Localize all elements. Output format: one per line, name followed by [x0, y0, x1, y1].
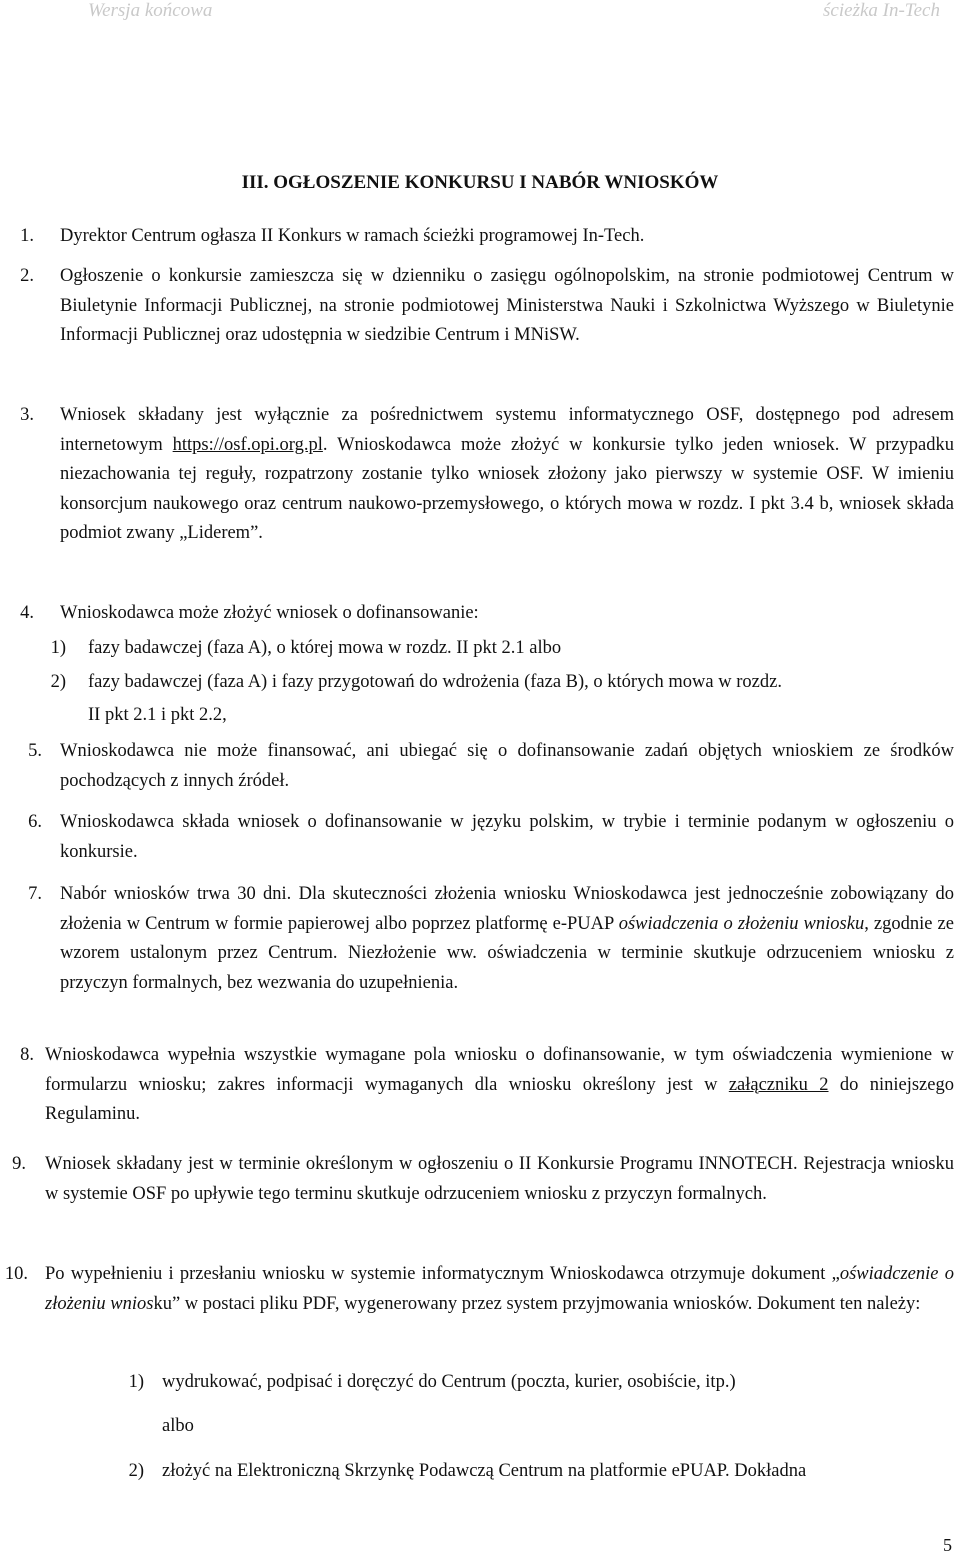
sub-list-separator: albo	[162, 1416, 194, 1436]
list-item: Ogłoszenie o konkursie zamieszcza się w dzienniku o zasięgu ogólnopolskim, na stronie podmiotowej Centrum w Biuletynie Informacji Publicznej, na stronie podmiotowej Ministerstwa Nauki i Szkolnictwa Wyższego w Biuletynie Informacji Publicznej oraz udostępnia w siedzibie Centrum i MNiSW.	[60, 266, 954, 345]
osf-link[interactable]: https://osf.opi.org.pl	[172, 434, 323, 455]
item-number: 9.	[12, 1154, 26, 1174]
sub-list-item: fazy badawczej (faza A) i fazy przygotowań do wdrożenia (faza B), o których mowa w rozdz.	[88, 672, 782, 692]
list-item: Wniosek składany jest w terminie określonym w ogłoszeniu o II Konkursie Programu INNOTECH. Rejestracja wniosku w systemie OSF po upływie tego terminu skutkuje odrzuceniem wniosku z przyczyn formalnych.	[45, 1154, 954, 1204]
list-item: Wnioskodawca składa wniosek o dofinansowanie w języku polskim, w trybie i terminie podanym w ogłoszeniu o konkursie.	[60, 812, 954, 862]
sub-list-item: fazy badawczej (faza A), o której mowa w rozdz. II pkt 2.1 albo	[88, 638, 562, 658]
page-number: 5	[943, 1535, 952, 1555]
sub-list-item: wydrukować, podpisać i doręczyć do Centrum (poczta, kurier, osobiście, itp.)	[162, 1372, 736, 1392]
item-number: 10.	[4, 1264, 28, 1284]
subitem-number: 2)	[50, 672, 66, 692]
subitem-number: 2)	[128, 1461, 144, 1481]
attachment-link[interactable]: załączniku 2	[728, 1074, 829, 1095]
header-track: ścieżka In-Tech	[823, 0, 940, 21]
sub-list-item: złożyć na Elektroniczną Skrzynkę Podawczą Centrum na platformie ePUAP. Dokładna	[162, 1461, 807, 1481]
item-number: 3.	[20, 405, 34, 425]
item-number: 5.	[28, 741, 42, 761]
list-item: Wnioskodawca może złożyć wniosek o dofinansowanie:	[60, 603, 479, 623]
list-item: Po wypełnieniu i przesłaniu wniosku w systemie informatycznym Wnioskodawca otrzymuje dokument „oświadczenie o złożeniu wniosku” w postaci pliku PDF, wygenerowany przez system przyjmowania wniosków. Dokument ten należy:	[45, 1264, 954, 1314]
list-item: Wnioskodawca nie może finansować, ani ubiegać się o dofinansowanie zadań objętych wnioskiem ze środków pochodzących z innych źródeł.	[60, 741, 954, 791]
header-version: Wersja końcowa	[88, 0, 213, 21]
item-number: 1.	[20, 226, 34, 246]
list-item: Wnioskodawca wypełnia wszystkie wymagane pola wniosku o dofinansowanie, w tym oświadczenia wymienione w formularzu wniosku; zakres informacji wymaganych dla wniosku określony jest w załączniku 2 do niniejszego Regulaminu.	[45, 1045, 954, 1124]
list-item: Dyrektor Centrum ogłasza II Konkurs w ramach ścieżki programowej In-Tech.	[60, 226, 645, 246]
page-header	[0, 0, 960, 26]
item-number: 2.	[20, 266, 34, 286]
sub-list-item-continuation: II pkt 2.1 i pkt 2.2,	[88, 705, 227, 725]
list-item: Wniosek składany jest wyłącznie za pośrednictwem systemu informatycznego OSF, dostępnego pod adresem internetowym https://osf.opi.org.pl. Wnioskodawca może złożyć w konkursie tylko jeden wniosek. W przypadku niezachowania tej reguły, rozpatrzony zostanie tylko wniosek złożony jako pierwszy w systemie OSF. W imieniu konsorcjum naukowego oraz centrum naukowo-przemysłowego, o których mowa w rozdz. I pkt 3.4 b, wniosek składa podmiot zwany „Liderem”.	[60, 405, 954, 543]
item-number: 8.	[20, 1045, 34, 1065]
item-number: 4.	[20, 603, 34, 623]
item-number: 6.	[28, 812, 42, 832]
section-title: III. OGŁOSZENIE KONKURSU I NABÓR WNIOSKÓW	[241, 172, 719, 193]
subitem-number: 1)	[50, 638, 66, 658]
list-item: Nabór wniosków trwa 30 dni. Dla skuteczności złożenia wniosku Wnioskodawca jest jednocześnie zobowiązany do złożenia w Centrum w formie papierowej albo poprzez platformę e-PUAP oświadczenia o złożeniu wniosku, zgodnie ze wzorem ustalonym przez Centrum. Niezłożenie ww. oświadczenia w terminie skutkuje odrzuceniem wniosku z przyczyn formalnych, bez wezwania do uzupełnienia.	[60, 884, 954, 993]
subitem-number: 1)	[128, 1372, 144, 1392]
item-number: 7.	[28, 884, 42, 904]
